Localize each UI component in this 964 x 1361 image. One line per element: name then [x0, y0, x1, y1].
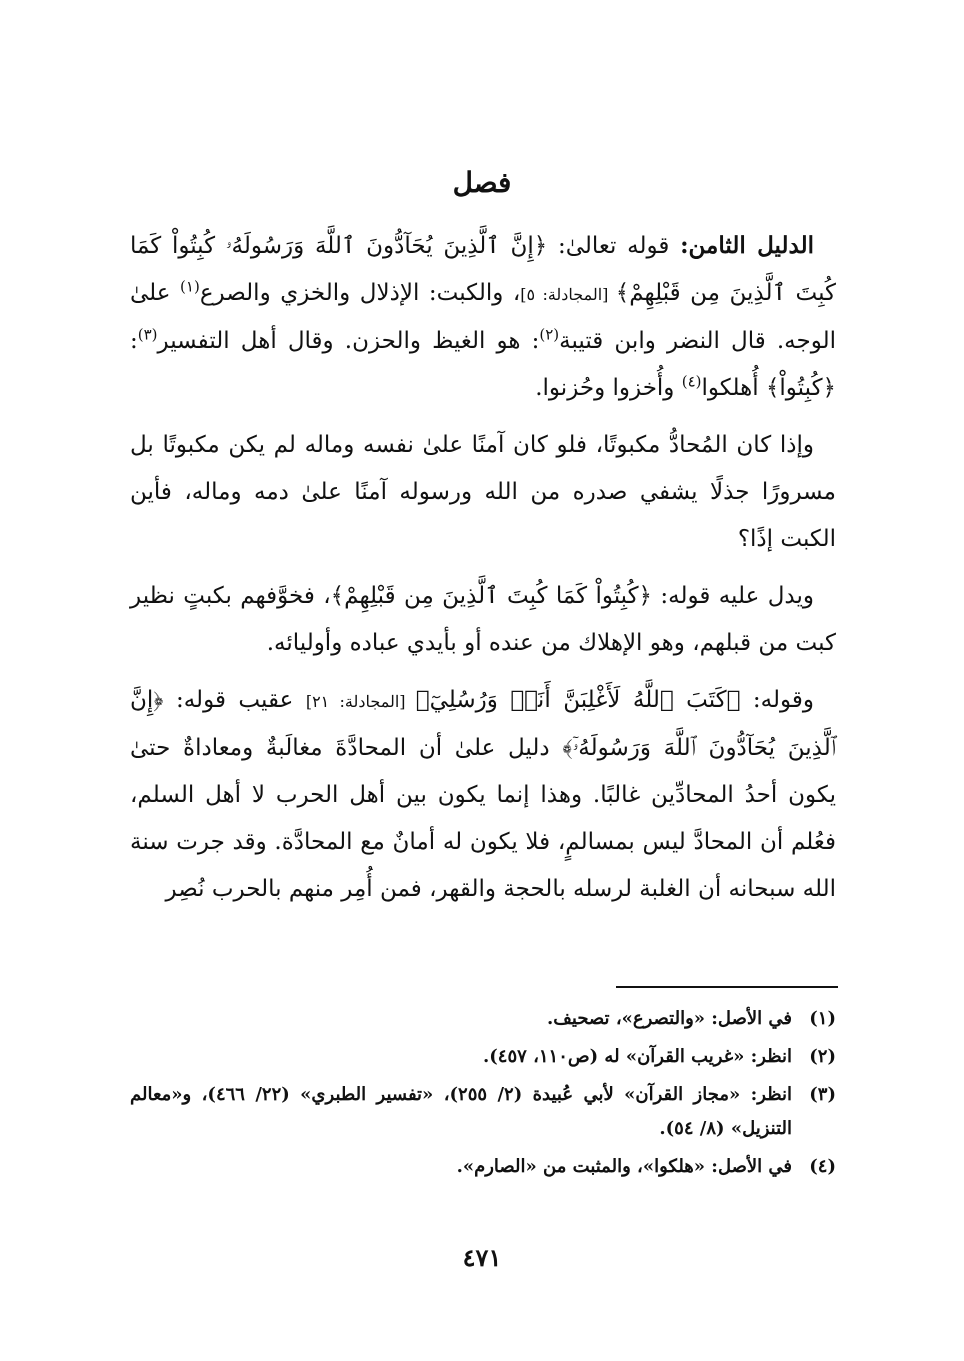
footnote-item: [130, 1078, 836, 1146]
footnote-marker[interactable]: (٢): [539, 325, 560, 344]
footnote-number: (٤): [809, 1156, 836, 1177]
footnote-item: [130, 1002, 836, 1036]
paragraph-4: [130, 677, 836, 913]
paragraph-text: ، والكبت: الإذلال والخزي والصرع: [199, 280, 521, 306]
footnote-marker[interactable]: (٤): [681, 372, 702, 391]
page-number: ٤٧١: [462, 1243, 502, 1272]
paragraph-text: ويدل عليه قوله:: [652, 583, 814, 609]
quran-verse: ﴿كُبِتُواْ﴾: [765, 375, 836, 401]
paragraph-text: : هو الغيظ والحزن. وقال أهل التفسير: [157, 328, 540, 354]
footnote-number: (٣): [809, 1084, 836, 1105]
quran-verse: ﴿إِنَّ ٱلَّذِينَ يُحَآدُّونَ ٱللَّهَ وَرَسُولَهُۥٓ﴾: [130, 687, 836, 761]
footnote-item: [130, 1150, 836, 1184]
verse-reference: [المجادلة: ٢١]: [305, 692, 416, 711]
paragraph-3: [130, 573, 836, 667]
paragraph-text: وقوله:: [740, 687, 814, 713]
paragraph-2: وإذا كان المُحادُّ مكبوتًا، فلو كان آمنًا علىٰ نفسه وماله لم يكن مكبوتًا بل مسرورًا جذلًا يشفي صدره من الله ورسوله آمنًا علىٰ دمه وماله، فأين الكبت إذًا؟: [130, 432, 836, 552]
paragraph-text: :: [130, 328, 138, 354]
footnote-marker[interactable]: (٣): [137, 325, 158, 344]
paragraph-text: أُهلكوا: [701, 375, 766, 401]
quran-verse: ﴿إِنَّ ٱلَّذِينَ يُحَآدُّونَ ٱللَّهَ وَرَسُولَهُۥ كُبِتُواْ كَمَا كُبِتَ ٱلَّذِينَ مِن قَبْلِهِمْ﴾: [130, 233, 836, 306]
footnote-text: انظر: «غريب القرآن» له (ص١١٠، ٤٥٧).: [482, 1046, 792, 1067]
paragraph-1: [130, 222, 836, 412]
paragraph-lead: الدليل الثامن:: [680, 232, 814, 259]
footnote-text: في الأصل: «هلكوا»، والمثبت من «الصارم».: [456, 1156, 792, 1177]
footnote-text: في الأصل: «والتصرع»، تصحيف.: [546, 1008, 792, 1029]
paragraph-text: ، فخوَّفهم بكبتٍ نظير كبت من قبلهم، وهو الإهلاك من عنده أو بأيدي عباده وأوليائه.: [130, 583, 836, 656]
footnote-text: انظر: «مجاز القرآن» لأبي عُبيدة (٢/ ٢٥٥)، «تفسير الطبري» (٢٢/ ٤٦٦)، و«معالم التنزيل» (٨/ ٥٤).: [130, 1084, 792, 1139]
footnotes: [130, 1002, 836, 1188]
paragraph-text: قوله تعالىٰ:: [547, 233, 681, 259]
paragraph-text: علىٰ الوجه. قال النضر وابن قتيبة: [130, 280, 836, 354]
section-title: فصل: [452, 166, 512, 199]
body-text: [130, 222, 836, 923]
paragraph-text: وأُخزوا وحُزنوا.: [535, 375, 682, 401]
footnote-separator: [616, 986, 838, 988]
quran-verse: ﴿كُبِتُواْ كَمَا كُبِتَ ٱلَّذِينَ مِن قَبْلِهِمْ﴾: [330, 583, 653, 609]
footnote-number: (١): [809, 1008, 836, 1029]
paragraph-text: دليل علىٰ أن المحادَّةَ مغالَبةٌ ومعاداةٌ حتىٰ يكون أحدُ المحادِّين غالبًا. وهذا إنما يكون بين أهل الحرب لا أهل السلم، فعُلم أن المحادَّ ليس بمسالمٍ، فلا يكون له أمانٌ مع المحادَّة. وقد جرت سنة الله سبحانه أن الغلبة لرسله بالحجة والقهر، فمن أُمِر منهم بالحرب نُصِر: [130, 735, 836, 902]
footnote-number: (٢): [809, 1046, 836, 1067]
quran-verse: ﴿كَتَبَ ٱللَّهُ لَأَغْلِبَنَّ أَنَا۠ وَرُسُلِيٓ﴾: [415, 687, 741, 713]
footnote-marker[interactable]: (١): [180, 277, 200, 296]
footnote-item: [130, 1040, 836, 1074]
verse-reference: [المجادلة: ٥]: [520, 285, 616, 304]
paragraph-text: عقيب قوله:: [163, 687, 306, 713]
